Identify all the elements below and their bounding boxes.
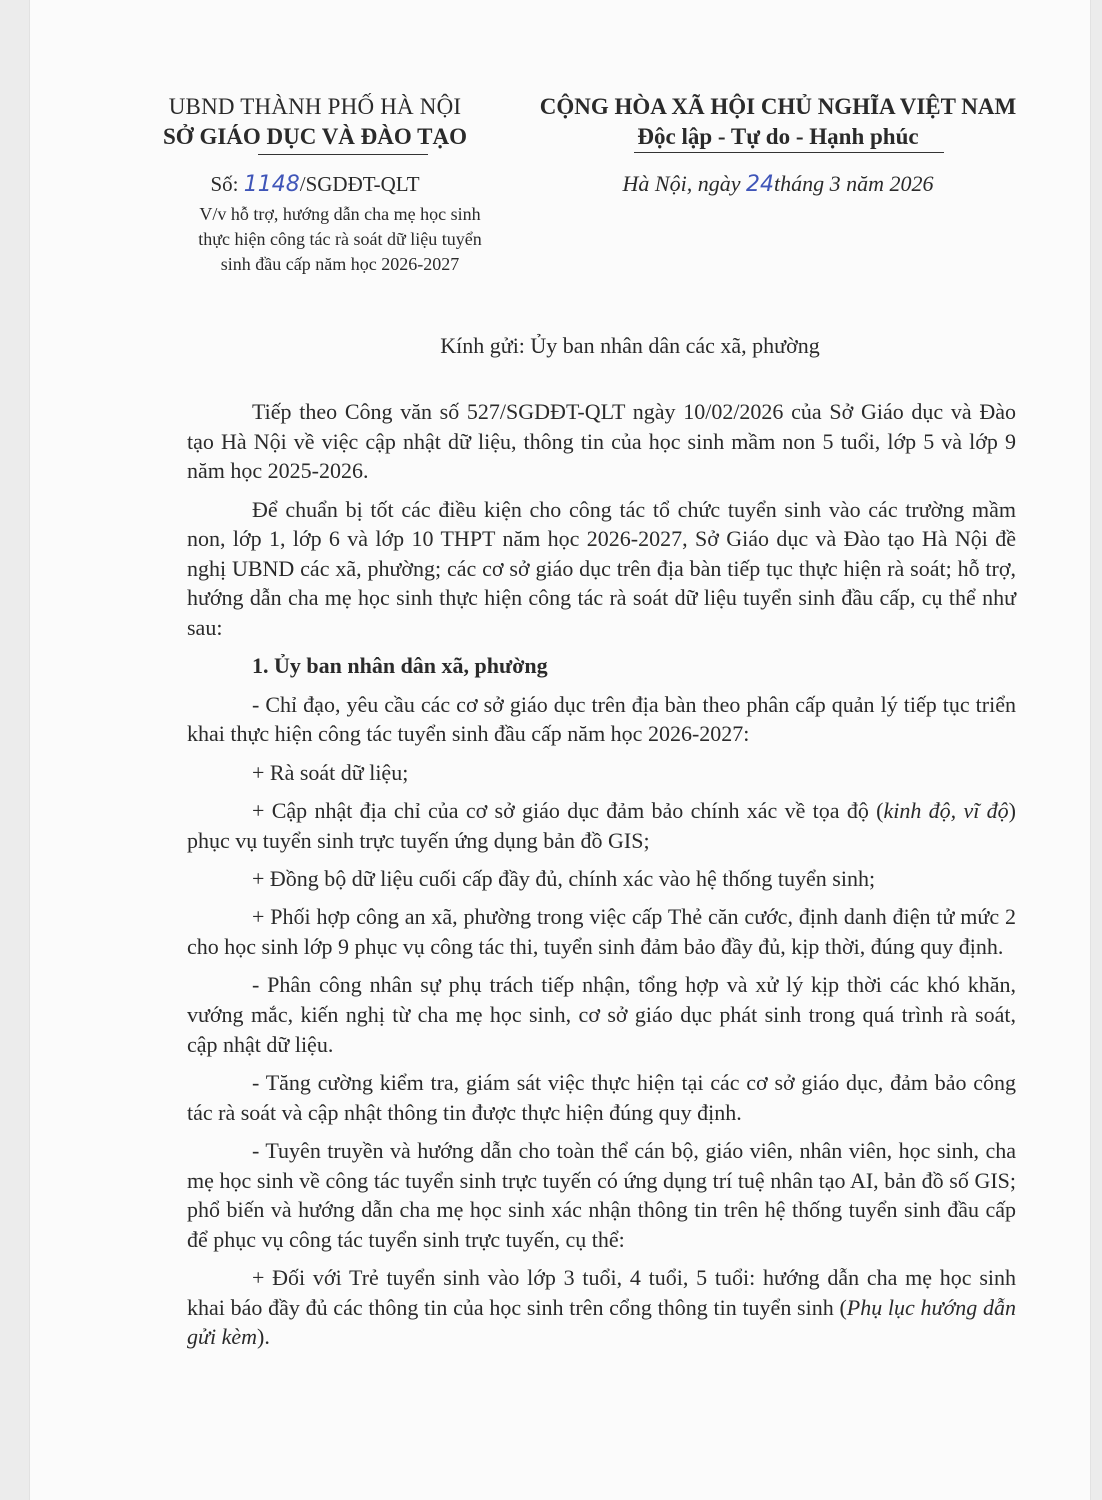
document-body <box>187 397 1016 1361</box>
motto: Độc lập - Tự do - Hạnh phúc <box>637 124 919 149</box>
org-parent: UBND THÀNH PHỐ HÀ NỘI <box>168 94 462 119</box>
recipient-greeting: Kính gửi: Ủy ban nhân dân các xã, phường <box>440 333 820 358</box>
paragraph: Tiếp theo Công văn số 527/SGDĐT-QLT ngày 10/02/2026 của Sở Giáo dục và Đào tạo Hà Nội về việc cập nhật dữ liệu, thông tin của học sinh mầm non 5 tuổi, lớp 5 và lớp 9 năm học 2025-2026. <box>187 399 1016 484</box>
subject-line: V/v hỗ trợ, hướng dẫn cha mẹ học sinh <box>199 204 481 224</box>
paragraph: - Tuyên truyền và hướng dẫn cho toàn thể cán bộ, giáo viên, nhân viên, học sinh, cha mẹ học sinh về công tác tuyển sinh trực tuyến có ứng dụng trí tuệ nhân tạo AI, bản đồ số GIS; phổ biến và hướng dẫn cha mẹ học sinh xác nhận thông tin trên hệ thống tuyển sinh đầu cấp để phục vụ công tác tuyển sinh trực tuyến, cụ thể: <box>187 1138 1016 1252</box>
paragraph: - Chỉ đạo, yêu cầu các cơ sở giáo dục trên địa bàn theo phân cấp quản lý tiếp tục triển khai thực hiện công tác tuyển sinh đầu cấp năm học 2026-2027: <box>187 691 1016 747</box>
date-prefix: Hà Nội, ngày <box>622 171 746 196</box>
section-heading: 1. Ủy ban nhân dân xã, phường <box>252 653 548 679</box>
doc-no-prefix: Số: <box>210 172 244 196</box>
paragraph: - Phân công nhân sự phụ trách tiếp nhận, tổng hợp và xử lý kịp thời các khó khăn, vướng mắc, kiến nghị từ cha mẹ học sinh, cơ sở giáo dục phát sinh trong quá trình rà soát, cập nhật dữ liệu. <box>187 972 1016 1057</box>
paragraph: Để chuẩn bị tốt các điều kiện cho công tác tổ chức tuyển sinh vào các trường mầm non, lớp 1, lớp 6 và lớp 10 THPT năm học 2026-2027, Sở Giáo dục và Đào tạo Hà Nội đề nghị UBND các xã, phường; các cơ sở giáo dục trên địa bàn tiếp tục thực hiện rà soát; hỗ trợ, hướng dẫn cha mẹ học sinh thực hiện công tác rà soát dữ liệu tuyển sinh đầu cấp, cụ thể như sau: <box>187 496 1016 640</box>
doc-no-handwritten: 1148 <box>243 172 300 197</box>
document-page <box>30 0 1090 1500</box>
text-run: + Đối với Trẻ tuyển sinh vào lớp 3 tuổi, 4 tuổi, 5 tuổi: hướng dẫn cha mẹ học sinh khai báo đầy đủ các thông tin của học sinh trên cổng thông tin tuyển sinh ( <box>187 1265 1016 1320</box>
doc-no-suffix: /SGDĐT-QLT <box>299 172 420 196</box>
paragraph: + Đồng bộ dữ liệu cuối cấp đầy đủ, chính xác vào hệ thống tuyển sinh; <box>252 866 876 892</box>
national-motto <box>508 92 1048 152</box>
issuing-authority <box>130 92 500 152</box>
text-run: ) phục vụ tuyển sinh trực tuyến ứng dụng bản đồ GIS; <box>187 798 1016 853</box>
paragraph <box>187 796 1016 855</box>
paragraph <box>187 1263 1016 1352</box>
italic-run: Phụ lục hướng dẫn gửi kèm <box>187 1294 1016 1350</box>
paragraph: - Tăng cường kiểm tra, giám sát việc thực hiện tại các cơ sở giáo dục, đảm bảo công tác rà soát và cập nhật thông tin được thực hiện đúng quy định. <box>187 1070 1016 1125</box>
paragraph: + Rà soát dữ liệu; <box>252 759 409 785</box>
subject-line: sinh đầu cấp năm học 2026-2027 <box>220 254 460 274</box>
nation-name: CỘNG HÒA XÃ HỘI CHỦ NGHĨA VIỆT NAM <box>539 94 1017 119</box>
text-run: + Cập nhật địa chỉ của cơ sở giáo dục đảm bảo chính xác về tọa độ ( <box>252 798 884 824</box>
date-day-handwritten: 24 <box>745 172 774 197</box>
paragraph: + Phối hợp công an xã, phường trong việc cấp Thẻ căn cước, định danh điện tử mức 2 cho học sinh lớp 9 phục vụ công tác thi, tuyển sinh đảm bảo đầy đủ, kịp thời, đúng quy định. <box>187 904 1016 960</box>
text-run: ). <box>257 1324 270 1350</box>
document-number <box>130 169 500 200</box>
italic-run: kinh độ, vĩ độ <box>883 798 1009 824</box>
subject-line: thực hiện công tác rà soát dữ liệu tuyển <box>198 229 482 249</box>
org-underline <box>258 154 428 155</box>
org-name: SỞ GIÁO DỤC VÀ ĐÀO TẠO <box>163 124 467 149</box>
date-suffix: tháng 3 năm 2026 <box>773 171 934 196</box>
motto-underline <box>634 152 944 153</box>
document-date <box>508 169 1048 200</box>
document-subject <box>130 202 550 277</box>
